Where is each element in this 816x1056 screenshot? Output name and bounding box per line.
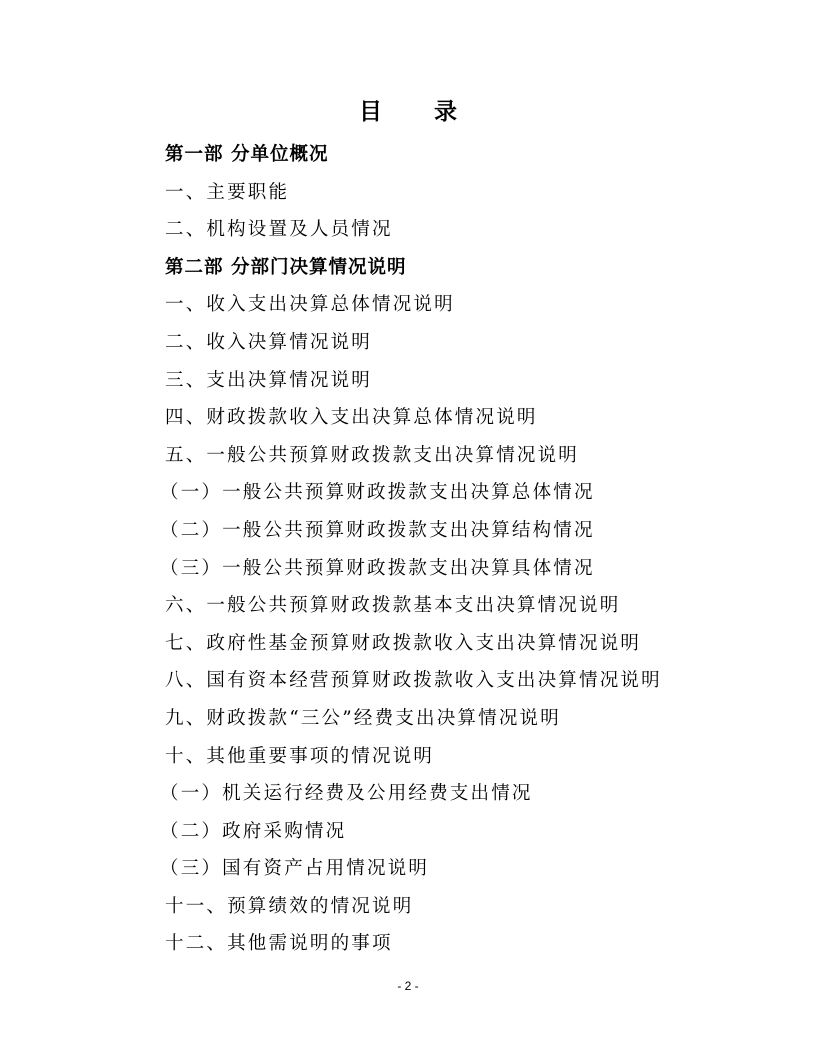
- page-number: - 2 -: [397, 979, 419, 993]
- toc-subitem: （二）一般公共预算财政拨款支出决算结构情况: [160, 519, 595, 541]
- toc-item: 九、财政拨款“三公”经费支出决算情况说明: [165, 707, 561, 729]
- toc-item: 六、一般公共预算财政拨款基本支出决算情况说明: [165, 595, 621, 617]
- toc-item: 七、政府性基金预算财政拨款收入支出决算情况说明: [165, 632, 642, 654]
- toc-item: 十一、预算绩效的情况说明: [165, 895, 414, 917]
- page-title: 目 录: [358, 99, 479, 125]
- toc-item: 十二、其他需说明的事项: [165, 933, 393, 955]
- toc-item: 十、其他重要事项的情况说明: [165, 745, 435, 767]
- toc-subitem: （三）一般公共预算财政拨款支出决算具体情况: [160, 557, 595, 579]
- toc-subitem: （三）国有资产占用情况说明: [160, 858, 430, 880]
- toc-item: 二、收入决算情况说明: [165, 331, 373, 353]
- toc-item: 二、机构设置及人员情况: [165, 219, 393, 241]
- toc-item: 八、国有资本经营预算财政拨款收入支出决算情况说明: [165, 670, 662, 692]
- toc-part-1: 第一部 分单位概况: [165, 144, 329, 165]
- toc-item: 一、收入支出决算总体情况说明: [165, 294, 455, 316]
- toc-subitem: （一）一般公共预算财政拨款支出决算总体情况: [160, 482, 595, 504]
- toc-subitem: （二）政府采购情况: [160, 820, 347, 842]
- toc-item: 三、支出决算情况说明: [165, 369, 373, 391]
- toc-item: 一、主要职能: [165, 181, 290, 203]
- toc-item: 四、财政拨款收入支出决算总体情况说明: [165, 407, 538, 429]
- toc-part-2: 第二部 分部门决算情况说明: [165, 256, 407, 278]
- table-of-contents: [160, 136, 765, 963]
- toc-item: 五、一般公共预算财政拨款支出决算情况说明: [165, 444, 580, 466]
- toc-subitem: （一）机关运行经费及公用经费支出情况: [160, 783, 533, 805]
